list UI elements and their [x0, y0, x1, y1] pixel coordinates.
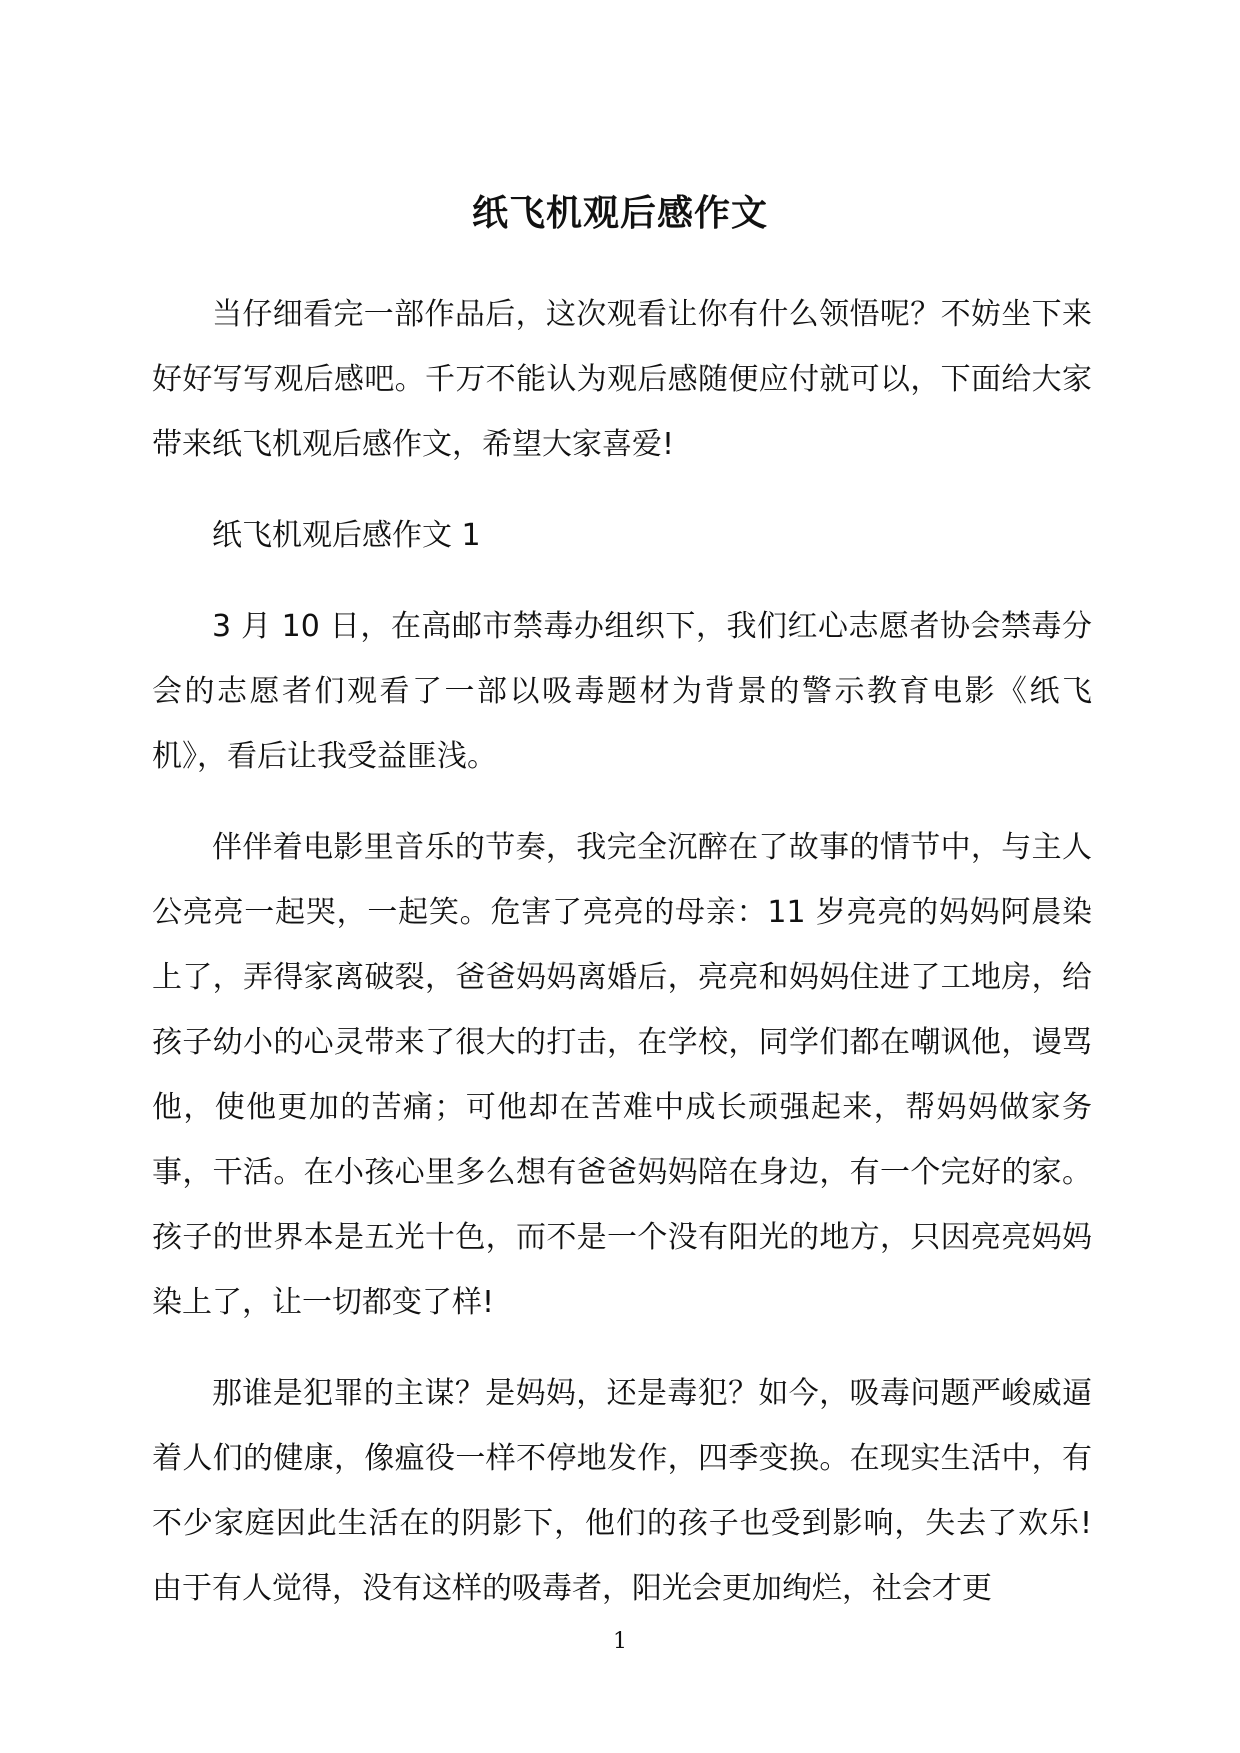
document-body	[152, 282, 1092, 1647]
page-number: 1	[613, 1629, 627, 1654]
body-paragraph-3: 那谁是犯罪的主谋？是妈妈，还是毒犯？如今，吸毒问题严峻威逼着人们的健康，像瘟役一样不停地发作，四季变换。在现实生活中，有不少家庭因此生活在的阴影下，他们的孩子也受到影响，失去了欢乐!由于有人觉得，没有这样的吸毒者，阳光会更加绚烂，社会才更	[152, 1376, 1092, 1606]
intro-paragraph: 当仔细看完一部作品后，这次观看让你有什么领悟呢？不妨坐下来好好写写观后感吧。千万不能认为观后感随便应付就可以，下面给大家带来纸飞机观后感作文，希望大家喜爱!	[152, 297, 1092, 462]
document-title: 纸飞机观后感作文	[471, 193, 768, 234]
section-heading: 纸飞机观后感作文 1	[212, 518, 481, 553]
body-paragraph-2: 伴伴着电影里音乐的节奏，我完全沉醉在了故事的情节中，与主人公亮亮一起哭，一起笑。危害了亮亮的母亲：11 岁亮亮的妈妈阿晨染上了，弄得家离破裂，爸爸妈妈离婚后，亮亮和妈妈住进了工地房，给孩子幼小的心灵带来了很大的打击，在学校，同学们都在嘲讽他，谩骂他，使他更加的苦痛；可他却在苦难中成长顽强起来，帮妈妈做家务事，干活。在小孩心里多么想有爸爸妈妈陪在身边，有一个完好的家。孩子的世界本是五光十色，而不是一个没有阳光的地方，只因亮亮妈妈染上了，让一切都变了样!	[152, 830, 1092, 1320]
body-paragraph-1: 3 月 10 日，在高邮市禁毒办组织下，我们红心志愿者协会禁毒分会的志愿者们观看了一部以吸毒题材为背景的警示教育电影《纸飞机》，看后让我受益匪浅。	[152, 609, 1092, 774]
